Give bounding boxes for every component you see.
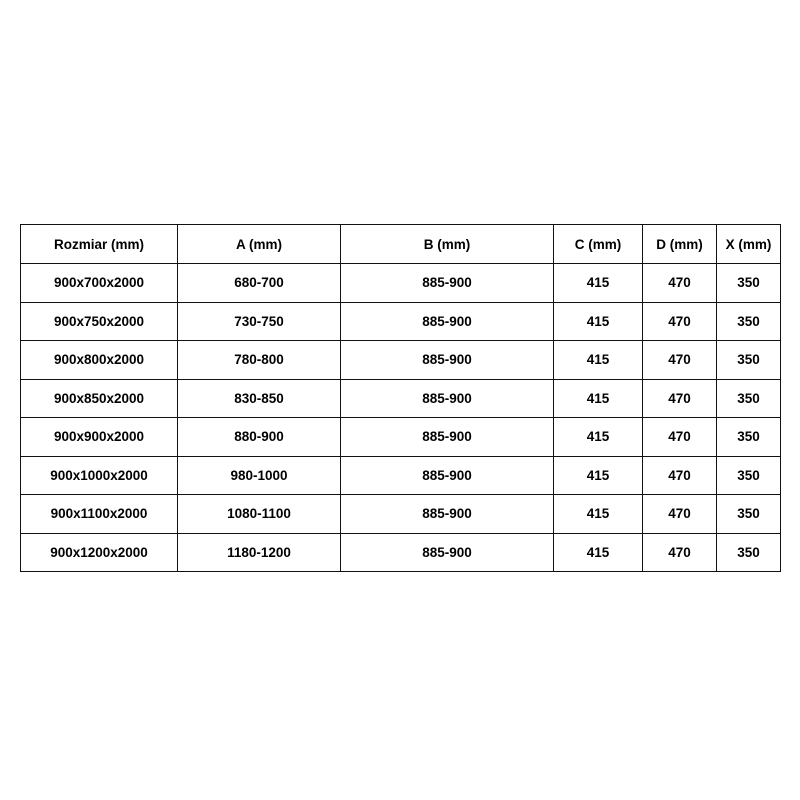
- table-row: [21, 495, 781, 534]
- cell-rozmiar: 900x800x2000: [21, 341, 178, 380]
- cell-a: 980-1000: [178, 456, 341, 495]
- cell-x: 350: [717, 533, 781, 572]
- specification-table-container: [20, 224, 780, 572]
- cell-c: 415: [554, 533, 643, 572]
- cell-d: 470: [643, 302, 717, 341]
- cell-b: 885-900: [341, 533, 554, 572]
- table-row: [21, 379, 781, 418]
- cell-a: 1180-1200: [178, 533, 341, 572]
- column-header-b: B (mm): [341, 225, 554, 264]
- cell-b: 885-900: [341, 379, 554, 418]
- table-row: [21, 418, 781, 457]
- cell-a: 1080-1100: [178, 495, 341, 534]
- cell-c: 415: [554, 302, 643, 341]
- cell-a: 880-900: [178, 418, 341, 457]
- cell-rozmiar: 900x900x2000: [21, 418, 178, 457]
- cell-d: 470: [643, 533, 717, 572]
- cell-c: 415: [554, 379, 643, 418]
- cell-b: 885-900: [341, 456, 554, 495]
- cell-d: 470: [643, 341, 717, 380]
- cell-a: 680-700: [178, 264, 341, 303]
- cell-b: 885-900: [341, 341, 554, 380]
- cell-b: 885-900: [341, 302, 554, 341]
- table-body: [21, 264, 781, 572]
- cell-x: 350: [717, 264, 781, 303]
- cell-x: 350: [717, 341, 781, 380]
- cell-c: 415: [554, 341, 643, 380]
- cell-d: 470: [643, 418, 717, 457]
- cell-d: 470: [643, 379, 717, 418]
- cell-x: 350: [717, 456, 781, 495]
- cell-x: 350: [717, 418, 781, 457]
- cell-b: 885-900: [341, 495, 554, 534]
- cell-rozmiar: 900x1000x2000: [21, 456, 178, 495]
- table-row: [21, 456, 781, 495]
- cell-c: 415: [554, 264, 643, 303]
- table-row: [21, 533, 781, 572]
- cell-d: 470: [643, 264, 717, 303]
- specification-table: [20, 224, 781, 572]
- column-header-x: X (mm): [717, 225, 781, 264]
- cell-rozmiar: 900x700x2000: [21, 264, 178, 303]
- column-header-a: A (mm): [178, 225, 341, 264]
- cell-c: 415: [554, 418, 643, 457]
- table-header-row: [21, 225, 781, 264]
- cell-c: 415: [554, 495, 643, 534]
- table-row: [21, 264, 781, 303]
- cell-c: 415: [554, 456, 643, 495]
- cell-x: 350: [717, 302, 781, 341]
- cell-rozmiar: 900x1100x2000: [21, 495, 178, 534]
- cell-rozmiar: 900x750x2000: [21, 302, 178, 341]
- cell-x: 350: [717, 379, 781, 418]
- cell-a: 780-800: [178, 341, 341, 380]
- cell-x: 350: [717, 495, 781, 534]
- column-header-c: C (mm): [554, 225, 643, 264]
- cell-d: 470: [643, 495, 717, 534]
- cell-a: 830-850: [178, 379, 341, 418]
- table-row: [21, 302, 781, 341]
- table-row: [21, 341, 781, 380]
- cell-a: 730-750: [178, 302, 341, 341]
- cell-b: 885-900: [341, 418, 554, 457]
- cell-d: 470: [643, 456, 717, 495]
- column-header-d: D (mm): [643, 225, 717, 264]
- cell-b: 885-900: [341, 264, 554, 303]
- cell-rozmiar: 900x1200x2000: [21, 533, 178, 572]
- column-header-rozmiar: Rozmiar (mm): [21, 225, 178, 264]
- table-header: [21, 225, 781, 264]
- cell-rozmiar: 900x850x2000: [21, 379, 178, 418]
